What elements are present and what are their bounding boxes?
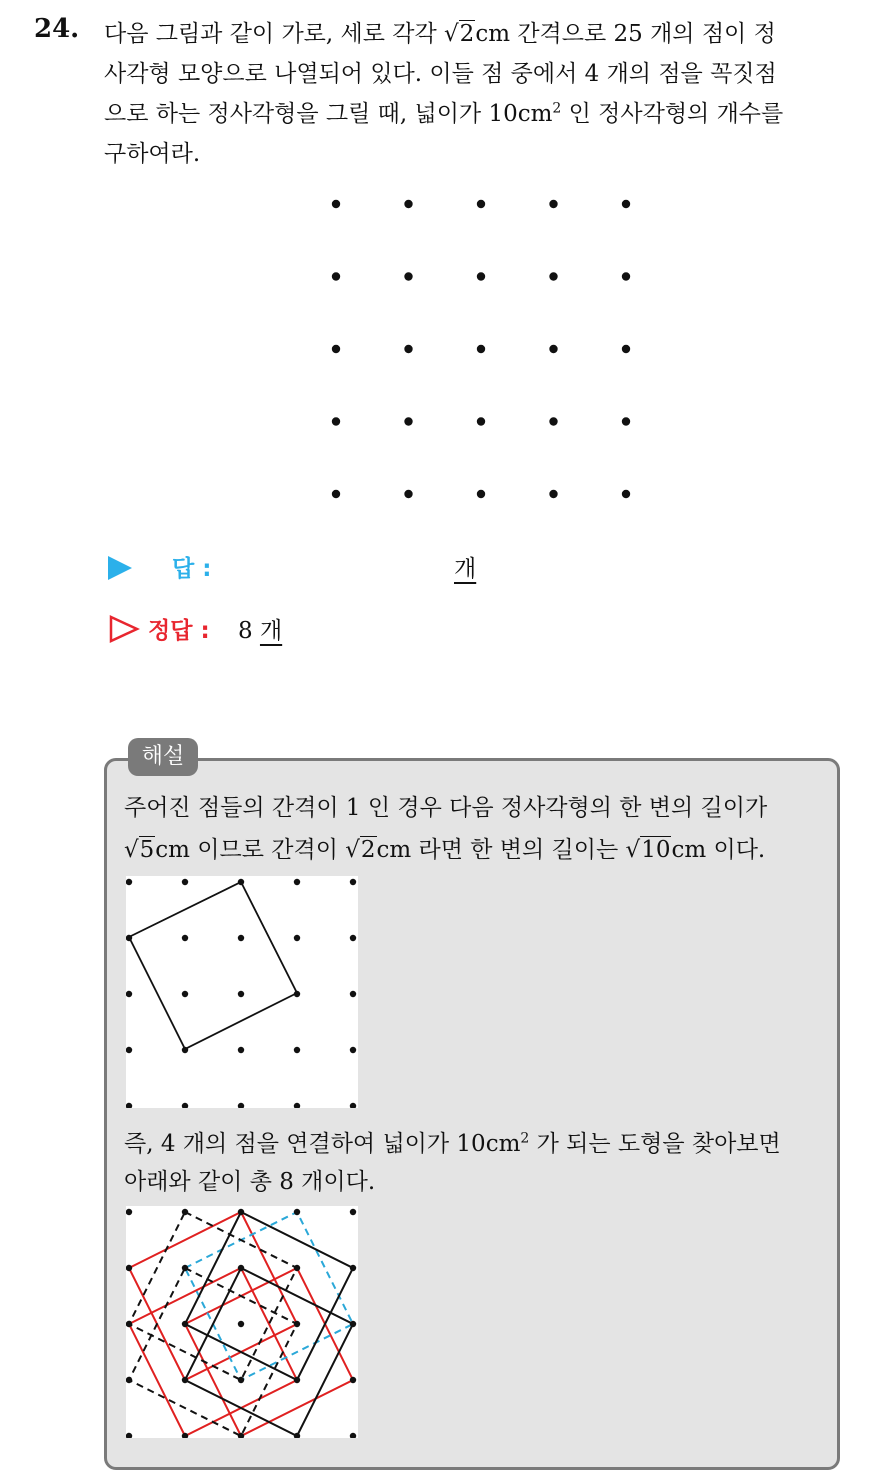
- solution-line-2: √5cm 이므로 간격이 √2cm 라면 한 변의 길이는 √10cm 이다.: [124, 837, 766, 863]
- grid-dot: [238, 1047, 244, 1053]
- grid-dot: [294, 879, 300, 885]
- grid-dot: [238, 1321, 244, 1327]
- grid-dot: [126, 1321, 132, 1327]
- play-triangle-icon: [108, 556, 132, 580]
- grid-dot: [294, 1377, 300, 1383]
- grid-dot: [477, 200, 485, 208]
- grid-dot: [182, 1377, 188, 1383]
- grid-dot: [549, 490, 557, 498]
- grid-dot: [477, 272, 485, 280]
- grid-dot: [126, 1265, 132, 1271]
- single-square-figure: [126, 876, 358, 1108]
- grid-dot: [294, 1103, 300, 1108]
- tilted-square: [129, 882, 297, 1049]
- tilted-square: [129, 1268, 297, 1436]
- correct-answer-row: [108, 610, 808, 650]
- solution-tag: 해설: [128, 738, 198, 776]
- grid-dot: [350, 879, 356, 885]
- tilted-square: [129, 1268, 297, 1436]
- grid-dot: [238, 935, 244, 941]
- grid-dot: [294, 1209, 300, 1215]
- grid-dot: [294, 1265, 300, 1271]
- grid-dot: [332, 417, 340, 425]
- solution-line-4: 아래와 같이 총 8 개이다.: [124, 1169, 376, 1195]
- grid-dot: [126, 1047, 132, 1053]
- grid-dot: [549, 200, 557, 208]
- dot-grid-figure: [320, 188, 640, 508]
- grid-dot: [126, 991, 132, 997]
- grid-dot: [622, 200, 630, 208]
- grid-dot: [549, 345, 557, 353]
- grid-dot: [350, 1377, 356, 1383]
- grid-dots: [126, 1209, 356, 1438]
- grid-dot: [350, 1209, 356, 1215]
- solution-line-3: 즉, 4 개의 점을 연결하여 넓이가 $10cm^2$ 가 되는 도형을 찾아보면: [124, 1130, 781, 1157]
- grid-dot: [332, 490, 340, 498]
- grid-dot: [294, 935, 300, 941]
- tilted-square: [185, 1268, 353, 1436]
- grid-dot: [622, 345, 630, 353]
- grid-dot: [126, 1377, 132, 1383]
- question-number: 24.: [34, 14, 80, 44]
- grid-dot: [350, 1265, 356, 1271]
- grid-dot: [404, 200, 412, 208]
- tilted-square: [129, 1212, 297, 1380]
- grid-dot: [622, 490, 630, 498]
- answer-unit: 개: [454, 556, 477, 582]
- grid-dot: [182, 1321, 188, 1327]
- grid-dot: [350, 1047, 356, 1053]
- grid-dot: [182, 1265, 188, 1271]
- grid-dot: [182, 1209, 188, 1215]
- grid-dot: [238, 1265, 244, 1271]
- grid-dot: [182, 1103, 188, 1108]
- grid-dot: [404, 417, 412, 425]
- answer-row: [108, 548, 808, 588]
- grid-dots: [332, 200, 630, 498]
- correct-value: 8 개: [238, 618, 283, 644]
- answer-label: 답 :: [172, 556, 212, 582]
- grid-dot: [238, 991, 244, 997]
- tilted-square: [129, 1212, 297, 1380]
- grid-dot: [350, 1321, 356, 1327]
- grid-dot: [238, 1209, 244, 1215]
- question-text: 다음 그림과 같이 가로, 세로 각각 √2cm 간격으로 25 개의 점이 정 사각형 모양으로 나열되어 있다. 이들 점 중에서 4 개의 점을 꼭짓점 으로 하는 정사각형을 그릴 때, 넓이가 $10cm^2$ 인 정사각형의 개수를 구하여라.: [104, 21, 784, 167]
- grid-dot: [126, 879, 132, 885]
- sqrt-symbol: √2: [444, 21, 475, 47]
- grid-dot: [332, 272, 340, 280]
- grid-dot: [126, 1433, 132, 1438]
- grid-dot: [549, 272, 557, 280]
- grid-dot: [622, 417, 630, 425]
- grid-dot: [404, 345, 412, 353]
- grid-dot: [294, 1321, 300, 1327]
- grid-dot: [622, 272, 630, 280]
- grid-dot: [182, 935, 188, 941]
- grid-dot: [182, 991, 188, 997]
- grid-dot: [477, 490, 485, 498]
- grid-dot: [477, 417, 485, 425]
- solution-line-1: 주어진 점들의 간격이 1 인 경우 다음 정사각형의 한 변의 길이가: [124, 795, 768, 821]
- grid-dot: [404, 272, 412, 280]
- grid-dot: [126, 1209, 132, 1215]
- grid-dot: [350, 1103, 356, 1108]
- grid-dot: [238, 1103, 244, 1108]
- grid-dot: [350, 1433, 356, 1438]
- outline-triangle-icon: [108, 614, 140, 644]
- grid-dots: [126, 879, 356, 1108]
- grid-dot: [404, 490, 412, 498]
- tilted-square: [185, 1212, 353, 1380]
- grid-dot: [350, 935, 356, 941]
- grid-dot: [126, 1103, 132, 1108]
- grid-dot: [477, 345, 485, 353]
- grid-dot: [332, 200, 340, 208]
- eight-squares-figure: [126, 1206, 358, 1438]
- grid-dot: [294, 1047, 300, 1053]
- grid-dot: [332, 345, 340, 353]
- correct-label: 정답 :: [148, 618, 210, 644]
- grid-dot: [350, 991, 356, 997]
- grid-dot: [238, 1377, 244, 1383]
- tilted-square: [185, 1212, 353, 1380]
- tilted-square: [185, 1268, 353, 1436]
- grid-dot: [182, 879, 188, 885]
- grid-dot: [549, 417, 557, 425]
